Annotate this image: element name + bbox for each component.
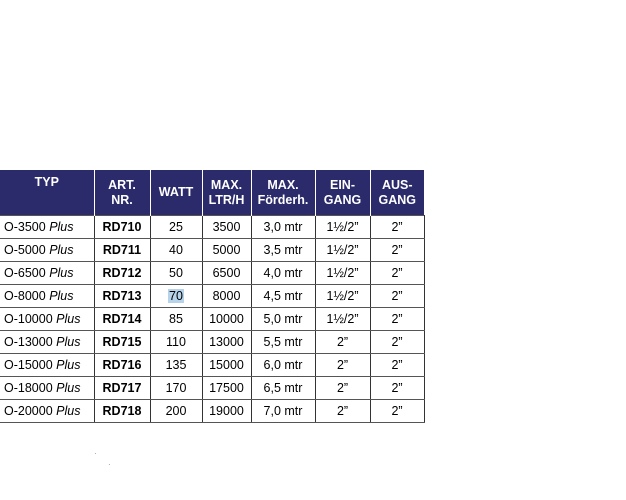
table-row xyxy=(0,262,424,285)
cell-inlet xyxy=(315,377,370,400)
header-outlet: AUS- GANG xyxy=(370,170,424,216)
cell-inlet-value: 1½/2” xyxy=(326,289,359,303)
cell-max-lift xyxy=(251,400,315,423)
typ-plus-suffix: Plus xyxy=(56,381,81,395)
cell-outlet-value: 2” xyxy=(391,289,403,303)
cell-max-lift xyxy=(251,308,315,331)
cell-inlet-value: 1½/2” xyxy=(326,312,359,326)
table-row xyxy=(0,377,424,400)
cell-max-ltr xyxy=(202,308,251,331)
table-row xyxy=(0,308,424,331)
cell-inlet-value: 1½/2” xyxy=(326,243,359,257)
table-header xyxy=(0,170,424,216)
cell-max-lift-value: 5,5 mtr xyxy=(263,335,303,349)
cell-art-nr-value: RD713 xyxy=(102,289,142,303)
cell-max-lift xyxy=(251,216,315,239)
cell-outlet xyxy=(370,377,424,400)
scan-speck: · xyxy=(94,449,97,458)
typ-model: O-3500 xyxy=(4,220,46,234)
typ-model: O-15000 xyxy=(4,358,53,372)
typ-plus-suffix: Plus xyxy=(49,289,74,303)
cell-watt-value: 200 xyxy=(165,404,187,418)
cell-inlet-value: 2” xyxy=(336,381,349,395)
cell-max-ltr-value: 15000 xyxy=(209,358,244,372)
cell-max-lift xyxy=(251,354,315,377)
typ-model: O-13000 xyxy=(4,335,53,349)
cell-typ xyxy=(0,262,94,285)
cell-max-lift xyxy=(251,285,315,308)
cell-inlet xyxy=(315,285,370,308)
cell-typ xyxy=(0,400,94,423)
cell-typ xyxy=(0,308,94,331)
cell-max-lift-value: 6,0 mtr xyxy=(263,358,303,372)
cell-max-lift xyxy=(251,262,315,285)
typ-model: O-18000 xyxy=(4,381,53,395)
scan-speck: · xyxy=(108,460,111,469)
cell-outlet-value: 2” xyxy=(391,335,403,349)
cell-max-ltr xyxy=(202,331,251,354)
cell-art-nr-value: RD714 xyxy=(102,312,142,326)
table-row xyxy=(0,216,424,239)
cell-art-nr xyxy=(94,377,150,400)
cell-art-nr-value: RD711 xyxy=(102,243,142,257)
cell-inlet-value: 2” xyxy=(336,335,349,349)
cell-watt xyxy=(150,262,202,285)
cell-watt xyxy=(150,216,202,239)
cell-watt xyxy=(150,308,202,331)
typ-plus-suffix: Plus xyxy=(56,335,81,349)
selected-text-highlight: 70 xyxy=(169,289,183,303)
table-row xyxy=(0,354,424,377)
cell-watt xyxy=(150,331,202,354)
cell-outlet-value: 2” xyxy=(391,358,403,372)
cell-max-ltr xyxy=(202,262,251,285)
table-row xyxy=(0,239,424,262)
cell-art-nr xyxy=(94,354,150,377)
cell-art-nr xyxy=(94,216,150,239)
header-max-lift: MAX. Förderh. xyxy=(251,170,315,216)
cell-art-nr xyxy=(94,331,150,354)
cell-inlet xyxy=(315,308,370,331)
cell-max-ltr-value: 3500 xyxy=(212,220,241,234)
cell-max-ltr-value: 8000 xyxy=(212,289,241,303)
cell-outlet-value: 2” xyxy=(391,266,403,280)
cell-max-lift xyxy=(251,377,315,400)
table-row xyxy=(0,285,424,308)
cell-watt xyxy=(150,400,202,423)
cell-outlet-value: 2” xyxy=(391,312,403,326)
cell-max-lift-value: 3,0 mtr xyxy=(263,220,303,234)
table-row xyxy=(0,331,424,354)
cell-art-nr-value: RD710 xyxy=(102,220,142,234)
cell-max-ltr-value: 17500 xyxy=(209,381,244,395)
cell-typ xyxy=(0,285,94,308)
cell-max-ltr-value: 5000 xyxy=(212,243,241,257)
cell-outlet xyxy=(370,216,424,239)
typ-plus-suffix: Plus xyxy=(56,358,81,372)
cell-watt xyxy=(150,377,202,400)
cell-max-ltr-value: 13000 xyxy=(209,335,244,349)
cell-outlet-value: 2” xyxy=(391,404,403,418)
cell-outlet-value: 2” xyxy=(391,381,403,395)
cell-art-nr xyxy=(94,308,150,331)
typ-model: O-8000 xyxy=(4,289,46,303)
cell-watt-value: 50 xyxy=(169,266,183,280)
cell-inlet xyxy=(315,354,370,377)
cell-typ xyxy=(0,331,94,354)
cell-max-lift xyxy=(251,239,315,262)
cell-max-lift-value: 6,5 mtr xyxy=(263,381,303,395)
cell-inlet-value: 2” xyxy=(336,404,349,418)
typ-plus-suffix: Plus xyxy=(49,220,74,234)
cell-outlet xyxy=(370,239,424,262)
cell-max-lift xyxy=(251,331,315,354)
cell-inlet xyxy=(315,239,370,262)
cell-max-ltr xyxy=(202,239,251,262)
cell-inlet-value: 1½/2” xyxy=(326,266,359,280)
typ-model: O-10000 xyxy=(4,312,53,326)
header-inlet: EIN- GANG xyxy=(315,170,370,216)
cell-typ xyxy=(0,216,94,239)
table-row xyxy=(0,400,424,423)
cell-art-nr-value: RD718 xyxy=(102,404,142,418)
cell-inlet xyxy=(315,262,370,285)
header-watt: WATT xyxy=(150,170,202,216)
typ-model: O-5000 xyxy=(4,243,46,257)
typ-plus-suffix: Plus xyxy=(56,404,81,418)
typ-model: O-20000 xyxy=(4,404,53,418)
typ-model: O-6500 xyxy=(4,266,46,280)
header-art-nr: ART. NR. xyxy=(94,170,150,216)
cell-max-ltr xyxy=(202,377,251,400)
typ-plus-suffix: Plus xyxy=(49,243,74,257)
product-spec-table xyxy=(0,170,425,423)
cell-watt-value: 170 xyxy=(165,381,187,395)
cell-max-ltr xyxy=(202,285,251,308)
cell-outlet xyxy=(370,262,424,285)
cell-outlet xyxy=(370,354,424,377)
cell-typ xyxy=(0,354,94,377)
cell-outlet xyxy=(370,285,424,308)
cell-inlet-value: 1½/2” xyxy=(326,220,359,234)
cell-inlet xyxy=(315,331,370,354)
cell-watt-value: 110 xyxy=(166,335,186,349)
cell-typ xyxy=(0,239,94,262)
cell-art-nr-value: RD716 xyxy=(102,358,142,372)
cell-art-nr xyxy=(94,239,150,262)
cell-max-ltr-value: 6500 xyxy=(212,266,241,280)
cell-outlet-value: 2” xyxy=(391,243,403,257)
cell-inlet xyxy=(315,400,370,423)
cell-outlet xyxy=(370,400,424,423)
cell-max-lift-value: 5,0 mtr xyxy=(263,312,303,326)
cell-max-ltr xyxy=(202,400,251,423)
cell-art-nr-value: RD717 xyxy=(102,381,142,395)
cell-art-nr xyxy=(94,285,150,308)
cell-watt xyxy=(150,285,202,308)
cell-typ xyxy=(0,377,94,400)
cell-outlet-value: 2” xyxy=(391,220,403,234)
typ-plus-suffix: Plus xyxy=(56,312,81,326)
cell-max-ltr xyxy=(202,354,251,377)
header-row xyxy=(0,170,424,216)
cell-inlet-value: 2” xyxy=(336,358,349,372)
cell-art-nr-value: RD712 xyxy=(102,266,142,280)
cell-art-nr xyxy=(94,262,150,285)
cell-art-nr xyxy=(94,400,150,423)
cell-watt-value: 25 xyxy=(169,220,183,234)
cell-max-lift-value: 7,0 mtr xyxy=(263,404,303,418)
cell-outlet xyxy=(370,331,424,354)
cell-max-ltr xyxy=(202,216,251,239)
typ-plus-suffix: Plus xyxy=(49,266,74,280)
cell-watt xyxy=(150,354,202,377)
cell-max-ltr-value: 19000 xyxy=(209,404,244,418)
cell-outlet xyxy=(370,308,424,331)
cell-watt-value: 135 xyxy=(165,358,187,372)
cell-watt-value: 40 xyxy=(169,243,183,257)
cell-watt xyxy=(150,239,202,262)
cell-max-lift-value: 4,0 mtr xyxy=(263,266,303,280)
cell-inlet xyxy=(315,216,370,239)
header-max-ltr: MAX. LTR/H xyxy=(202,170,251,216)
header-typ: TYP xyxy=(0,170,94,216)
cell-max-lift-value: 3,5 mtr xyxy=(263,243,303,257)
table-body xyxy=(0,216,424,423)
cell-max-ltr-value: 10000 xyxy=(209,312,244,326)
cell-max-lift-value: 4,5 mtr xyxy=(263,289,303,303)
cell-watt-value: 85 xyxy=(169,312,183,326)
cell-art-nr-value: RD715 xyxy=(102,335,142,349)
